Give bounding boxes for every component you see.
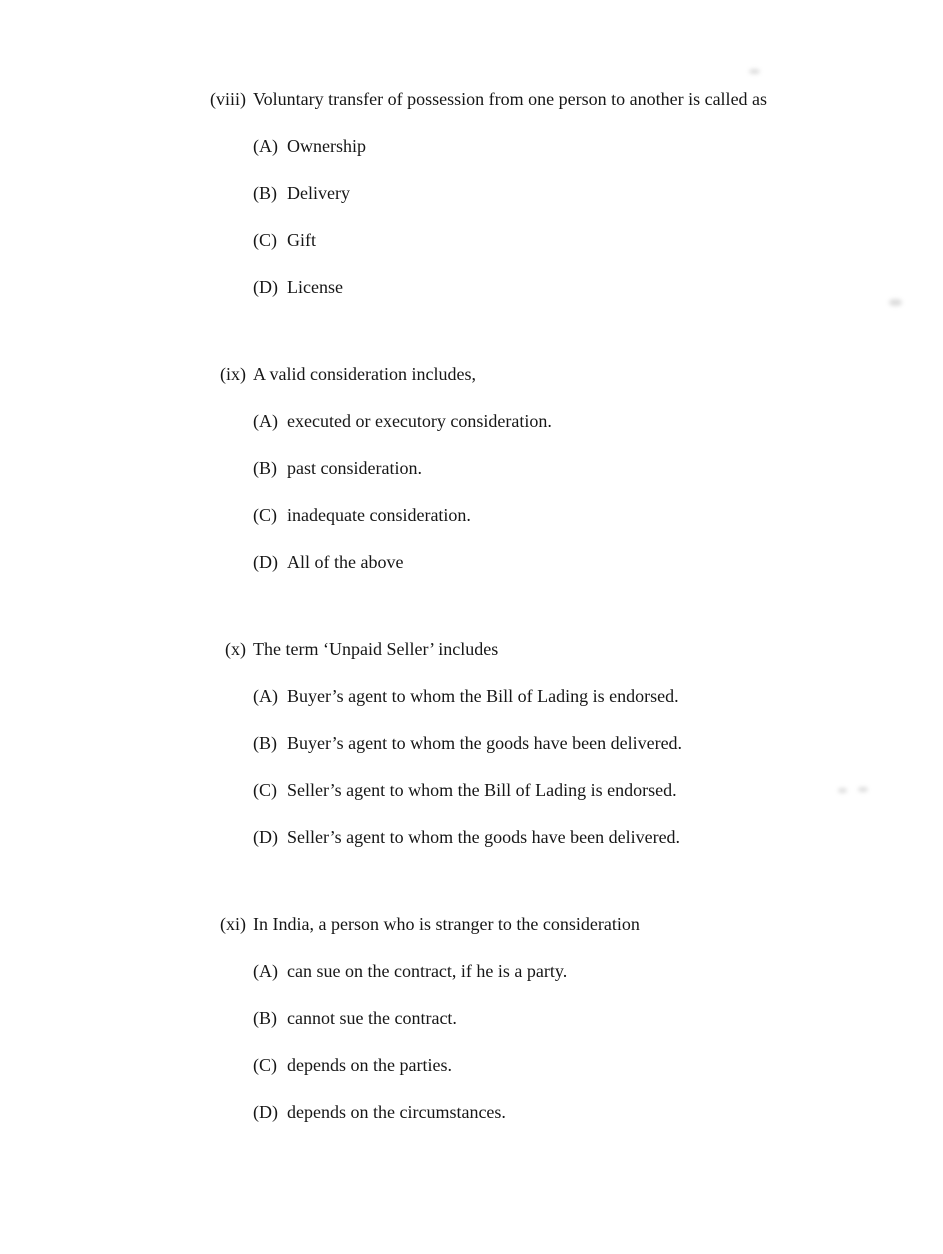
- scan-smudge: [838, 788, 847, 793]
- option-text: Seller’s agent to whom the goods have been delivered.: [287, 827, 681, 847]
- option-text: Gift: [287, 230, 316, 250]
- answer-option: [253, 410, 943, 433]
- answer-option: [253, 1054, 943, 1077]
- option-label: (C): [253, 505, 277, 525]
- option-text: Buyer’s agent to whom the Bill of Lading is endorsed.: [287, 686, 679, 706]
- option-label: (D): [253, 827, 278, 847]
- option-label: (D): [253, 1102, 278, 1122]
- answer-option: [253, 1007, 943, 1030]
- option-label: (A): [253, 686, 278, 706]
- answer-option: [253, 135, 943, 158]
- option-label: (B): [253, 733, 277, 753]
- question-number: (ix): [220, 364, 246, 384]
- option-label: (A): [253, 411, 278, 431]
- question-number: (x): [225, 639, 246, 659]
- option-label: (B): [253, 183, 277, 203]
- option-text: Seller’s agent to whom the Bill of Lading is endorsed.: [287, 780, 677, 800]
- option-text: cannot sue the contract.: [287, 1008, 457, 1028]
- option-text: depends on the circumstances.: [287, 1102, 506, 1122]
- option-label: (D): [253, 552, 278, 572]
- option-text: depends on the parties.: [287, 1055, 452, 1075]
- option-text: Buyer’s agent to whom the goods have been delivered.: [287, 733, 683, 753]
- scan-smudge: [858, 787, 868, 792]
- option-label: (B): [253, 1008, 277, 1028]
- option-label: (A): [253, 961, 278, 981]
- question-text: Voluntary transfer of possession from one person to another is called as: [253, 89, 768, 109]
- question-line: [0, 363, 943, 386]
- question: [0, 88, 943, 299]
- option-text: can sue on the contract, if he is a party.: [287, 961, 568, 981]
- option-text: License: [287, 277, 343, 297]
- question-text: The term ‘Unpaid Seller’ includes: [253, 639, 499, 659]
- option-label: (B): [253, 458, 277, 478]
- answer-option: [253, 1101, 943, 1124]
- answer-option: [253, 960, 943, 983]
- answer-option: [253, 685, 943, 708]
- answer-option: [253, 276, 943, 299]
- question: [0, 363, 943, 574]
- scan-smudge: [749, 69, 760, 74]
- question: [0, 638, 943, 849]
- option-text: past consideration.: [287, 458, 422, 478]
- option-text: Ownership: [287, 136, 366, 156]
- answer-option: [253, 826, 943, 849]
- question-number: (xi): [220, 914, 246, 934]
- question-line: [0, 913, 943, 936]
- answer-option: [253, 732, 943, 755]
- option-text: Delivery: [287, 183, 350, 203]
- answer-option: [253, 457, 943, 480]
- option-label: (A): [253, 136, 278, 156]
- answer-option: [253, 551, 943, 574]
- option-label: (D): [253, 277, 278, 297]
- questions-list: [0, 88, 943, 1124]
- option-text: All of the above: [287, 552, 404, 572]
- answer-option: [253, 229, 943, 252]
- question-number: (viii): [210, 89, 246, 109]
- option-text: inadequate consideration.: [287, 505, 471, 525]
- option-text: executed or executory consideration.: [287, 411, 552, 431]
- option-label: (C): [253, 1055, 277, 1075]
- question-text: In India, a person who is stranger to the consideration: [253, 914, 640, 934]
- scan-smudge: [889, 299, 902, 306]
- question-text: A valid consideration includes,: [253, 364, 476, 384]
- question: [0, 913, 943, 1124]
- option-label: (C): [253, 780, 277, 800]
- option-label: (C): [253, 230, 277, 250]
- answer-option: [253, 504, 943, 527]
- question-line: [0, 638, 943, 661]
- question-line: [0, 88, 943, 111]
- answer-option: [253, 182, 943, 205]
